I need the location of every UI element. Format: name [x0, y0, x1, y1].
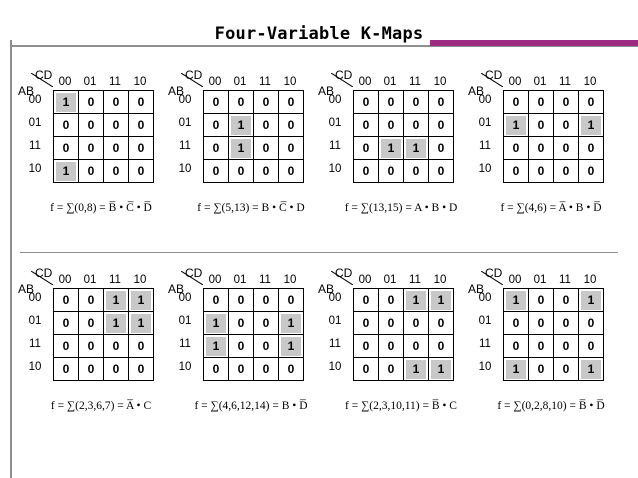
kmap-cell: 0	[237, 292, 245, 307]
row-label: 11	[179, 338, 191, 350]
column-label: 00	[208, 274, 222, 286]
cd-label: CD	[185, 68, 203, 82]
ab-label: AB	[18, 84, 35, 98]
kmap-cell: 0	[112, 361, 120, 376]
column-label: 11	[109, 274, 121, 286]
column-label: 00	[508, 274, 522, 286]
kmap-cell: 0	[137, 338, 145, 353]
kmap-cell: 0	[412, 315, 420, 330]
kmap-cell: 0	[62, 361, 70, 376]
cd-label: CD	[335, 68, 353, 82]
kmap-cell: 0	[87, 338, 95, 353]
kmap-cell: 1	[512, 292, 520, 307]
row-label: 01	[328, 117, 342, 129]
kmap-cell: 0	[387, 338, 395, 353]
kmap-cell: 0	[362, 338, 370, 353]
kmap-cell: 0	[562, 163, 570, 178]
row-label: 10	[328, 361, 342, 373]
kmap-cell: 1	[112, 315, 120, 330]
kmap-cell: 1	[237, 117, 245, 132]
kmap-cell: 0	[112, 117, 120, 132]
kmap-cell: 0	[287, 163, 295, 178]
kmap-cell: 1	[412, 292, 420, 307]
kmap-cell: 0	[212, 361, 220, 376]
kmap-cell: 0	[212, 117, 220, 132]
cd-label: CD	[35, 266, 53, 280]
kmap-cell: 0	[237, 163, 245, 178]
kmap-cell: 0	[362, 94, 370, 109]
kmap-cell: 0	[87, 315, 95, 330]
kmap-cell: 0	[587, 315, 595, 330]
kmap-5	[20, 268, 170, 458]
kmap-cell: 0	[62, 338, 70, 353]
kmap-cell: 0	[137, 117, 145, 132]
column-label: 10	[583, 274, 597, 286]
kmap-cell: 0	[137, 140, 145, 155]
kmap-8	[470, 268, 620, 458]
kmap-cell: 0	[262, 94, 270, 109]
row-label: 00	[178, 292, 192, 304]
cd-label: CD	[335, 266, 353, 280]
column-labels	[53, 76, 154, 90]
ab-label: AB	[168, 282, 185, 296]
kmap-formula: f = ∑(0,2,8,10) = B̅ • D̅	[497, 400, 605, 412]
column-label: 00	[58, 76, 72, 88]
kmap-cell: 0	[287, 140, 295, 155]
kmap-formula: f = ∑(2,3,6,7) = A̅ • C	[50, 400, 152, 412]
kmap-cell: 0	[87, 117, 95, 132]
kmap-cell: 0	[537, 315, 545, 330]
column-label: 01	[83, 76, 97, 88]
kmap-grid	[53, 90, 154, 182]
kmap-cell: 0	[137, 163, 145, 178]
kmap-cell: 0	[412, 163, 420, 178]
column-label: 00	[508, 76, 522, 88]
kmap-formula: f = ∑(0,8) = B̅ • C̅ • D̅	[50, 202, 152, 214]
kmap-cell: 0	[562, 315, 570, 330]
kmap-cell: 0	[287, 361, 295, 376]
kmap-cell: 0	[587, 140, 595, 155]
kmap-cell: 1	[287, 315, 295, 330]
column-label: 10	[283, 274, 297, 286]
kmap-cell: 0	[287, 292, 295, 307]
column-label: 01	[533, 274, 547, 286]
column-label: 11	[259, 76, 271, 88]
ab-label: AB	[318, 84, 335, 98]
kmap-cell: 0	[287, 117, 295, 132]
kmap-formula: f = ∑(13,15) = A • B • D	[344, 202, 458, 214]
kmap-cell: 0	[112, 140, 120, 155]
row-label: 01	[328, 315, 342, 327]
column-labels	[503, 76, 604, 90]
kmap-cell: 0	[512, 338, 520, 353]
row-label: 11	[479, 140, 491, 152]
kmap-cell: 1	[387, 140, 395, 155]
kmap-cell: 0	[387, 292, 395, 307]
row-label: 01	[178, 315, 192, 327]
kmap-cell: 0	[537, 94, 545, 109]
row-label: 10	[28, 163, 42, 175]
kmap-cell: 0	[387, 94, 395, 109]
kmap-cell: 0	[262, 361, 270, 376]
column-labels	[353, 274, 454, 288]
kmap-cell: 0	[87, 361, 95, 376]
row-label: 01	[478, 117, 492, 129]
kmap-cell: 1	[212, 315, 220, 330]
kmap-4	[470, 70, 620, 260]
kmap-cell: 0	[362, 140, 370, 155]
column-label: 00	[358, 76, 372, 88]
column-label: 01	[383, 274, 397, 286]
column-label: 11	[559, 76, 571, 88]
kmap-cell: 0	[137, 94, 145, 109]
column-label: 10	[433, 274, 447, 286]
kmap-cell: 0	[237, 315, 245, 330]
kmap-formula: f = ∑(4,6) = A̅ • B • D̅	[500, 202, 602, 214]
row-label: 00	[328, 292, 342, 304]
kmap-cell: 0	[262, 315, 270, 330]
row-label: 11	[479, 338, 491, 350]
kmap-cell: 0	[212, 163, 220, 178]
row-label: 10	[178, 163, 192, 175]
kmap-cell: 0	[212, 140, 220, 155]
kmap-cell: 0	[87, 292, 95, 307]
kmap-cell: 0	[212, 94, 220, 109]
kmap-cell: 1	[412, 140, 420, 155]
column-labels	[53, 274, 154, 288]
kmap-cell: 0	[562, 140, 570, 155]
kmap-cell: 0	[437, 94, 445, 109]
kmap-cell: 0	[237, 94, 245, 109]
kmap-cell: 1	[587, 361, 595, 376]
kmap-cell: 0	[362, 361, 370, 376]
row-label: 11	[179, 140, 191, 152]
column-label: 10	[283, 76, 297, 88]
kmap-cell: 1	[587, 117, 595, 132]
corner-diagonal	[31, 271, 53, 285]
column-label: 10	[583, 76, 597, 88]
kmap-1	[20, 70, 170, 260]
kmap-cell: 0	[87, 140, 95, 155]
kmap-cell: 0	[287, 94, 295, 109]
row-label: 10	[478, 163, 492, 175]
row-label: 11	[329, 338, 341, 350]
kmap-cell: 1	[587, 292, 595, 307]
row-label: 11	[29, 338, 41, 350]
kmap-cell: 0	[362, 315, 370, 330]
kmap-grid	[203, 90, 304, 182]
kmap-cell: 0	[437, 338, 445, 353]
ab-label: AB	[468, 84, 485, 98]
kmap-cell: 0	[437, 140, 445, 155]
kmap-cell: 0	[412, 338, 420, 353]
row-label: 00	[28, 94, 42, 106]
kmap-cell: 0	[412, 94, 420, 109]
cd-label: CD	[185, 266, 203, 280]
row-label: 00	[478, 94, 492, 106]
cd-label: CD	[35, 68, 53, 82]
column-label: 01	[533, 76, 547, 88]
kmap-cell: 1	[437, 292, 445, 307]
kmap-cell: 0	[62, 292, 70, 307]
kmap-grid	[503, 90, 604, 182]
column-label: 10	[133, 274, 147, 286]
ab-label: AB	[318, 282, 335, 296]
row-label: 10	[28, 361, 42, 373]
kmap-cell: 0	[62, 315, 70, 330]
column-label: 00	[208, 76, 222, 88]
kmap-cell: 0	[512, 94, 520, 109]
kmap-cell: 0	[112, 94, 120, 109]
kmap-formula: f = ∑(4,6,12,14) = B • D̅	[194, 400, 308, 412]
kmap-cell: 0	[537, 117, 545, 132]
column-label: 11	[259, 274, 271, 286]
kmap-cell: 0	[537, 361, 545, 376]
kmap-cell: 0	[587, 94, 595, 109]
kmap-cell: 0	[587, 338, 595, 353]
column-label: 01	[233, 76, 247, 88]
kmap-cell: 0	[562, 117, 570, 132]
kmap-cell: 0	[512, 140, 520, 155]
kmap-cell: 1	[62, 163, 70, 178]
kmap-6	[170, 268, 320, 458]
kmap-cell: 1	[512, 361, 520, 376]
column-labels	[203, 76, 304, 90]
column-labels	[353, 76, 454, 90]
kmap-cell: 1	[437, 361, 445, 376]
row-label: 01	[478, 315, 492, 327]
kmap-grid	[353, 288, 454, 380]
column-label: 00	[58, 274, 72, 286]
kmap-cell: 0	[137, 361, 145, 376]
corner-diagonal	[331, 73, 353, 87]
kmap-2	[170, 70, 320, 260]
kmap-cell: 0	[262, 292, 270, 307]
kmap-cell: 0	[537, 140, 545, 155]
row-label: 01	[28, 315, 42, 327]
kmap-cell: 1	[412, 361, 420, 376]
kmap-cell: 0	[412, 117, 420, 132]
kmap-formula: f = ∑(5,13) = B • C̅ • D	[197, 202, 305, 214]
row-label: 11	[29, 140, 41, 152]
kmap-cell: 0	[362, 292, 370, 307]
kmap-cell: 0	[387, 315, 395, 330]
kmap-7	[320, 268, 470, 458]
kmap-cell: 0	[537, 163, 545, 178]
ab-label: AB	[468, 282, 485, 296]
row-label: 00	[28, 292, 42, 304]
kmap-cell: 0	[362, 117, 370, 132]
kmap-cell: 1	[137, 315, 145, 330]
title-accent-bar	[430, 40, 638, 46]
corner-diagonal	[481, 271, 503, 285]
row-label: 11	[329, 140, 341, 152]
kmap-cell: 0	[262, 338, 270, 353]
kmap-cell: 0	[562, 292, 570, 307]
column-label: 10	[433, 76, 447, 88]
row-label: 00	[478, 292, 492, 304]
kmap-cell: 0	[362, 163, 370, 178]
column-labels	[203, 274, 304, 288]
column-label: 00	[358, 274, 372, 286]
column-label: 11	[559, 274, 571, 286]
kmap-cell: 0	[512, 163, 520, 178]
column-labels	[503, 274, 604, 288]
kmap-cell: 1	[62, 94, 70, 109]
kmap-cell: 0	[537, 292, 545, 307]
kmap-cell: 0	[437, 117, 445, 132]
kmap-cell: 0	[562, 94, 570, 109]
column-label: 01	[383, 76, 397, 88]
kmap-cell: 0	[512, 315, 520, 330]
kmap-cell: 0	[387, 361, 395, 376]
corner-diagonal	[181, 73, 203, 87]
cd-label: CD	[485, 68, 503, 82]
kmap-cell: 0	[112, 338, 120, 353]
row-label: 01	[178, 117, 192, 129]
kmap-3	[320, 70, 470, 260]
left-border-line	[10, 40, 12, 478]
kmap-cell: 1	[137, 292, 145, 307]
kmap-cell: 1	[287, 338, 295, 353]
kmap-cell: 0	[112, 163, 120, 178]
cd-label: CD	[485, 266, 503, 280]
column-label: 11	[409, 274, 421, 286]
corner-diagonal	[481, 73, 503, 87]
kmap-cell: 0	[87, 94, 95, 109]
kmap-formula: f = ∑(2,3,10,11) = B̅ • C	[345, 400, 457, 412]
corner-diagonal	[181, 271, 203, 285]
kmap-cell: 0	[237, 361, 245, 376]
kmap-cell: 0	[262, 140, 270, 155]
page-title: Four-Variable K-Maps	[214, 24, 424, 44]
kmap-cell: 0	[387, 163, 395, 178]
kmap-cell: 0	[537, 338, 545, 353]
kmap-cell: 1	[512, 117, 520, 132]
kmap-cell: 0	[62, 140, 70, 155]
kmap-cell: 0	[262, 117, 270, 132]
kmap-cell: 0	[87, 163, 95, 178]
row-label: 10	[178, 361, 192, 373]
kmap-grid	[503, 288, 604, 380]
kmap-grid	[353, 90, 454, 182]
column-label: 10	[133, 76, 147, 88]
row-label: 00	[178, 94, 192, 106]
kmap-cell: 1	[112, 292, 120, 307]
column-label: 11	[409, 76, 421, 88]
row-label: 10	[328, 163, 342, 175]
row-label: 01	[28, 117, 42, 129]
column-label: 01	[83, 274, 97, 286]
kmap-grid	[53, 288, 154, 380]
row-label: 00	[328, 94, 342, 106]
kmap-cell: 0	[562, 338, 570, 353]
kmap-cell: 0	[562, 361, 570, 376]
ab-label: AB	[168, 84, 185, 98]
kmap-cell: 1	[212, 338, 220, 353]
corner-diagonal	[331, 271, 353, 285]
column-label: 11	[109, 76, 121, 88]
kmap-cell: 0	[387, 117, 395, 132]
ab-label: AB	[18, 282, 35, 296]
kmap-cell: 0	[262, 163, 270, 178]
kmap-cell: 0	[212, 292, 220, 307]
kmap-grid	[203, 288, 304, 380]
kmap-cell: 0	[437, 315, 445, 330]
kmap-cell: 0	[62, 117, 70, 132]
kmap-cell: 1	[237, 140, 245, 155]
kmap-cell: 0	[587, 163, 595, 178]
kmap-cell: 0	[437, 163, 445, 178]
column-label: 01	[233, 274, 247, 286]
kmap-cell: 0	[237, 338, 245, 353]
row-label: 10	[478, 361, 492, 373]
corner-diagonal	[31, 73, 53, 87]
